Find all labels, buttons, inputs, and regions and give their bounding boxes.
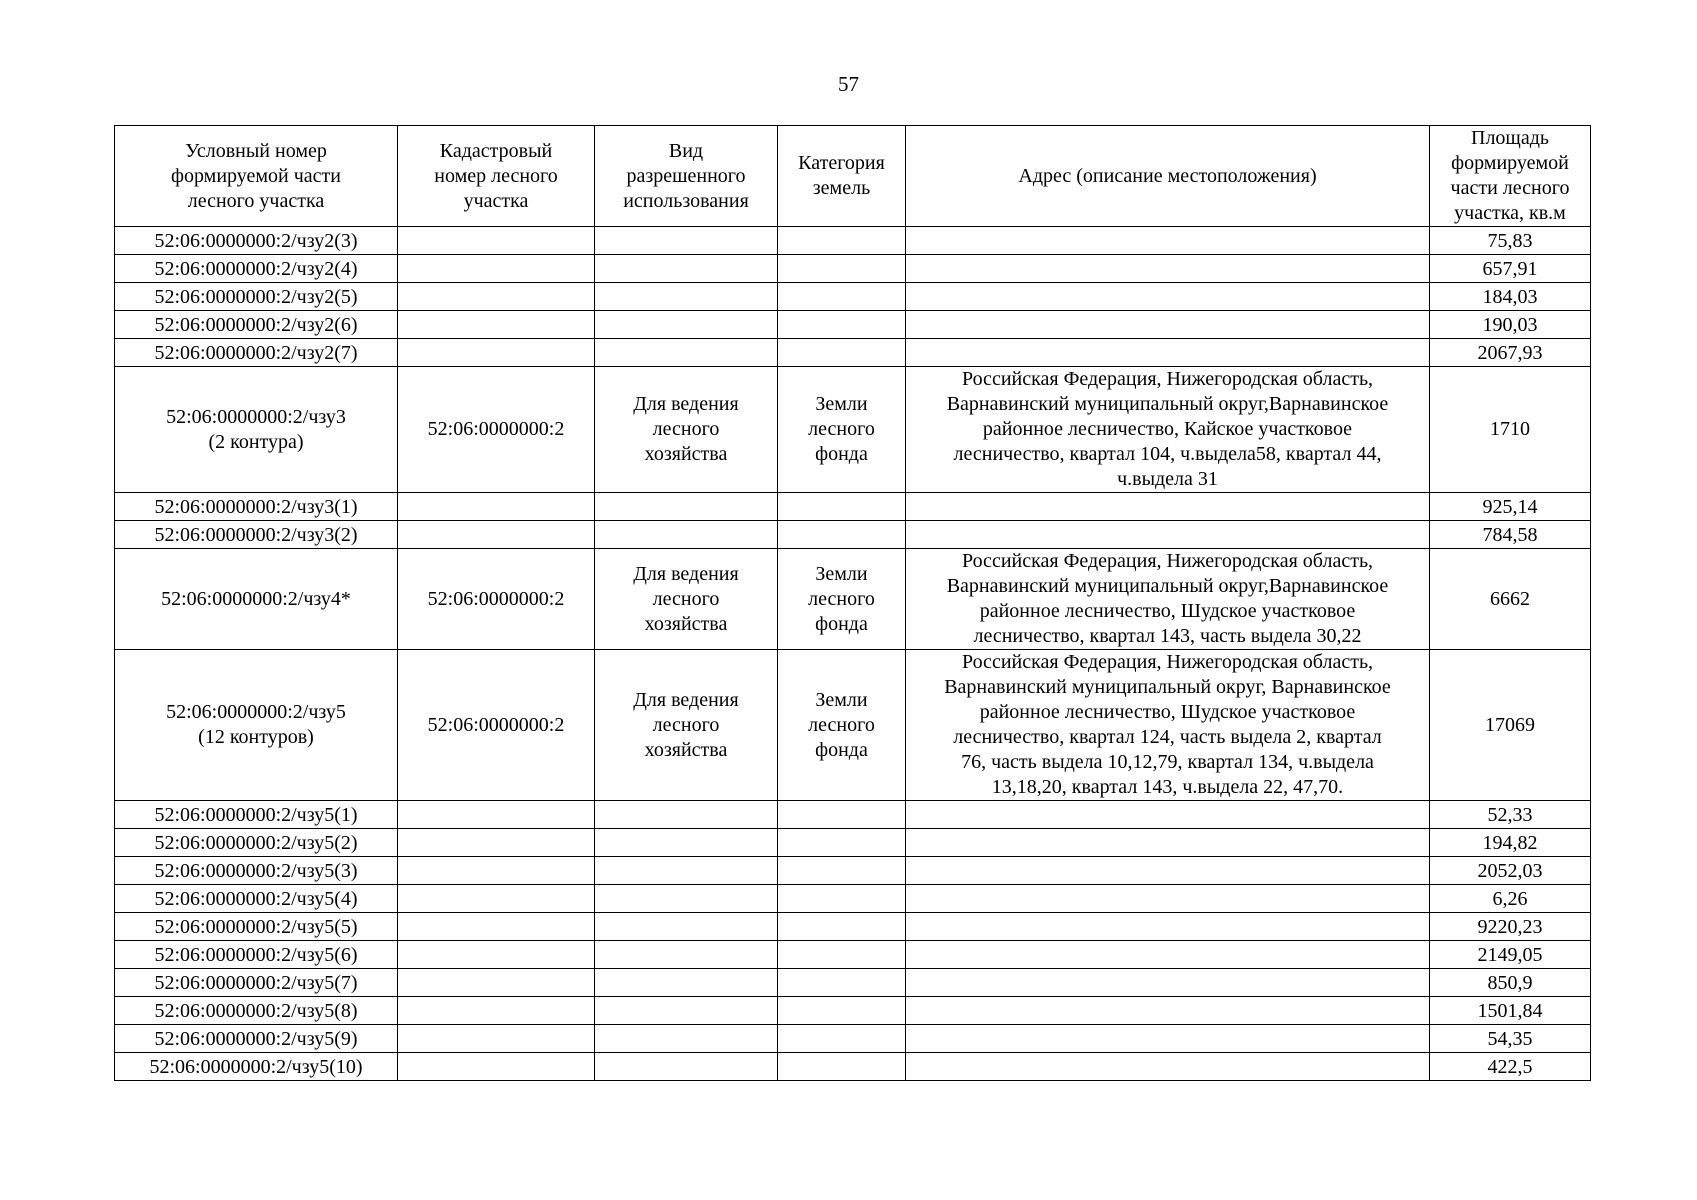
table-row [115,801,1591,829]
cell-land-category: Земли лесного фонда [778,549,906,650]
cell-land-category [778,339,906,367]
cell-cadastral-number [398,227,595,255]
cell-land-category [778,801,906,829]
cell-address: Российская Федерация, Нижегородская область, Варнавинский муниципальный округ,Варнавинское районное лесничество, Шудское участковое лесничество, квартал 143, часть выдела 30,22 [906,549,1430,650]
cell-area: 2052,03 [1430,857,1591,885]
cell-address [906,339,1430,367]
cell-permitted-use [595,255,778,283]
cell-area: 184,03 [1430,283,1591,311]
cell-land-category [778,1025,906,1053]
cell-cadastral-number [398,885,595,913]
table-row [115,255,1591,283]
cell-area: 17069 [1430,650,1591,801]
cell-cadastral-number [398,283,595,311]
cell-land-category [778,1053,906,1081]
table-row [115,227,1591,255]
cell-part-number: 52:06:0000000:2/чзу2(4) [115,255,398,283]
page-number: 57 [838,72,859,96]
cell-land-category [778,255,906,283]
table-row [115,650,1591,801]
cell-part-number: 52:06:0000000:2/чзу5(2) [115,829,398,857]
table-row [115,283,1591,311]
cell-land-category [778,829,906,857]
cell-cadastral-number: 52:06:0000000:2 [398,367,595,493]
cell-cadastral-number [398,941,595,969]
cell-address [906,311,1430,339]
header-area: Площадь формируемой части лесного участка, кв.м [1430,126,1591,227]
table-row [115,1053,1591,1081]
cell-land-category [778,941,906,969]
cell-part-number: 52:06:0000000:2/чзу5 (12 контуров) [115,650,398,801]
cell-area: 54,35 [1430,1025,1591,1053]
table-row [115,521,1591,549]
cell-cadastral-number [398,801,595,829]
cell-part-number: 52:06:0000000:2/чзу5(4) [115,885,398,913]
table-row [115,367,1591,493]
header-land-category: Категория земель [778,126,906,227]
cell-area: 2067,93 [1430,339,1591,367]
cell-permitted-use [595,227,778,255]
cell-address [906,227,1430,255]
cell-area: 190,03 [1430,311,1591,339]
cell-land-category [778,997,906,1025]
cell-cadastral-number [398,969,595,997]
cell-land-category [778,913,906,941]
header-address: Адрес (описание местоположения) [906,126,1430,227]
cell-address [906,1053,1430,1081]
cell-part-number: 52:06:0000000:2/чзу5(5) [115,913,398,941]
cell-cadastral-number [398,311,595,339]
cell-part-number: 52:06:0000000:2/чзу5(7) [115,969,398,997]
table-body [115,227,1591,1081]
cell-area: 75,83 [1430,227,1591,255]
cell-address [906,801,1430,829]
cell-cadastral-number [398,1025,595,1053]
table-row [115,549,1591,650]
cell-area: 925,14 [1430,493,1591,521]
cell-part-number: 52:06:0000000:2/чзу3(1) [115,493,398,521]
cell-address [906,997,1430,1025]
cell-cadastral-number [398,857,595,885]
header-cadastral-number: Кадастровый номер лесного участка [398,126,595,227]
cell-area: 6,26 [1430,885,1591,913]
table-row [115,969,1591,997]
table-row [115,339,1591,367]
cell-land-category: Земли лесного фонда [778,650,906,801]
cell-land-category [778,227,906,255]
cell-address: Российская Федерация, Нижегородская область, Варнавинский муниципальный округ, Варнавинское районное лесничество, Шудское участковое лесничество, квартал 124, часть выдела 2, квартал 76, часть выдела 10,12,79, квартал 134, ч.выдела 13,18,20, квартал 143, ч.выдела 22, 47,70. [906,650,1430,801]
cell-permitted-use [595,829,778,857]
cell-area: 9220,23 [1430,913,1591,941]
cell-area: 850,9 [1430,969,1591,997]
cell-area: 2149,05 [1430,941,1591,969]
cell-area: 657,91 [1430,255,1591,283]
cell-cadastral-number [398,521,595,549]
cell-address [906,969,1430,997]
cell-cadastral-number [398,493,595,521]
cell-address [906,255,1430,283]
cell-part-number: 52:06:0000000:2/чзу2(7) [115,339,398,367]
forest-plot-parts-table [114,125,1591,1081]
table-row [115,941,1591,969]
cell-permitted-use [595,493,778,521]
cell-permitted-use [595,339,778,367]
table-header-row [115,126,1591,227]
cell-permitted-use [595,969,778,997]
cell-part-number: 52:06:0000000:2/чзу3 (2 контура) [115,367,398,493]
cell-address [906,521,1430,549]
cell-part-number: 52:06:0000000:2/чзу5(1) [115,801,398,829]
cell-cadastral-number [398,255,595,283]
cell-cadastral-number [398,339,595,367]
cell-cadastral-number [398,829,595,857]
cell-part-number: 52:06:0000000:2/чзу5(9) [115,1025,398,1053]
cell-cadastral-number: 52:06:0000000:2 [398,549,595,650]
cell-land-category [778,885,906,913]
cell-permitted-use: Для ведения лесного хозяйства [595,650,778,801]
cell-part-number: 52:06:0000000:2/чзу3(2) [115,521,398,549]
cell-part-number: 52:06:0000000:2/чзу5(6) [115,941,398,969]
cell-address [906,913,1430,941]
cell-land-category: Земли лесного фонда [778,367,906,493]
cell-part-number: 52:06:0000000:2/чзу4* [115,549,398,650]
cell-land-category [778,857,906,885]
cell-land-category [778,969,906,997]
cell-permitted-use [595,1053,778,1081]
cell-permitted-use [595,801,778,829]
cell-address [906,283,1430,311]
cell-address [906,829,1430,857]
cell-address: Российская Федерация, Нижегородская область, Варнавинский муниципальный округ,Варнавинское районное лесничество, Кайское участковое лесничество, квартал 104, ч.выдела58, квартал 44, ч.выдела 31 [906,367,1430,493]
cell-land-category [778,493,906,521]
cell-land-category [778,521,906,549]
cell-permitted-use [595,283,778,311]
cell-area: 194,82 [1430,829,1591,857]
cell-permitted-use: Для ведения лесного хозяйства [595,549,778,650]
cell-area: 1501,84 [1430,997,1591,1025]
cell-permitted-use [595,941,778,969]
cell-part-number: 52:06:0000000:2/чзу2(3) [115,227,398,255]
cell-permitted-use [595,521,778,549]
cell-cadastral-number: 52:06:0000000:2 [398,650,595,801]
cell-address [906,493,1430,521]
table-row [115,493,1591,521]
cell-permitted-use [595,913,778,941]
cell-part-number: 52:06:0000000:2/чзу5(3) [115,857,398,885]
cell-part-number: 52:06:0000000:2/чзу5(8) [115,997,398,1025]
table-row [115,311,1591,339]
cell-cadastral-number [398,997,595,1025]
cell-area: 52,33 [1430,801,1591,829]
table-row [115,913,1591,941]
cell-area: 422,5 [1430,1053,1591,1081]
cell-part-number: 52:06:0000000:2/чзу5(10) [115,1053,398,1081]
table-row [115,885,1591,913]
cell-permitted-use [595,1025,778,1053]
cell-part-number: 52:06:0000000:2/чзу2(6) [115,311,398,339]
table-row [115,857,1591,885]
cell-address [906,941,1430,969]
cell-area: 6662 [1430,549,1591,650]
table-row [115,1025,1591,1053]
table-row [115,997,1591,1025]
header-permitted-use: Вид разрешенного использования [595,126,778,227]
cell-cadastral-number [398,913,595,941]
cell-cadastral-number [398,1053,595,1081]
cell-part-number: 52:06:0000000:2/чзу2(5) [115,283,398,311]
cell-land-category [778,283,906,311]
cell-area: 784,58 [1430,521,1591,549]
cell-permitted-use [595,997,778,1025]
cell-permitted-use [595,885,778,913]
cell-area: 1710 [1430,367,1591,493]
table-row [115,829,1591,857]
cell-permitted-use [595,311,778,339]
cell-address [906,885,1430,913]
cell-land-category [778,311,906,339]
cell-address [906,1025,1430,1053]
header-part-number: Условный номер формируемой части лесного участка [115,126,398,227]
cell-permitted-use: Для ведения лесного хозяйства [595,367,778,493]
cell-address [906,857,1430,885]
cell-permitted-use [595,857,778,885]
